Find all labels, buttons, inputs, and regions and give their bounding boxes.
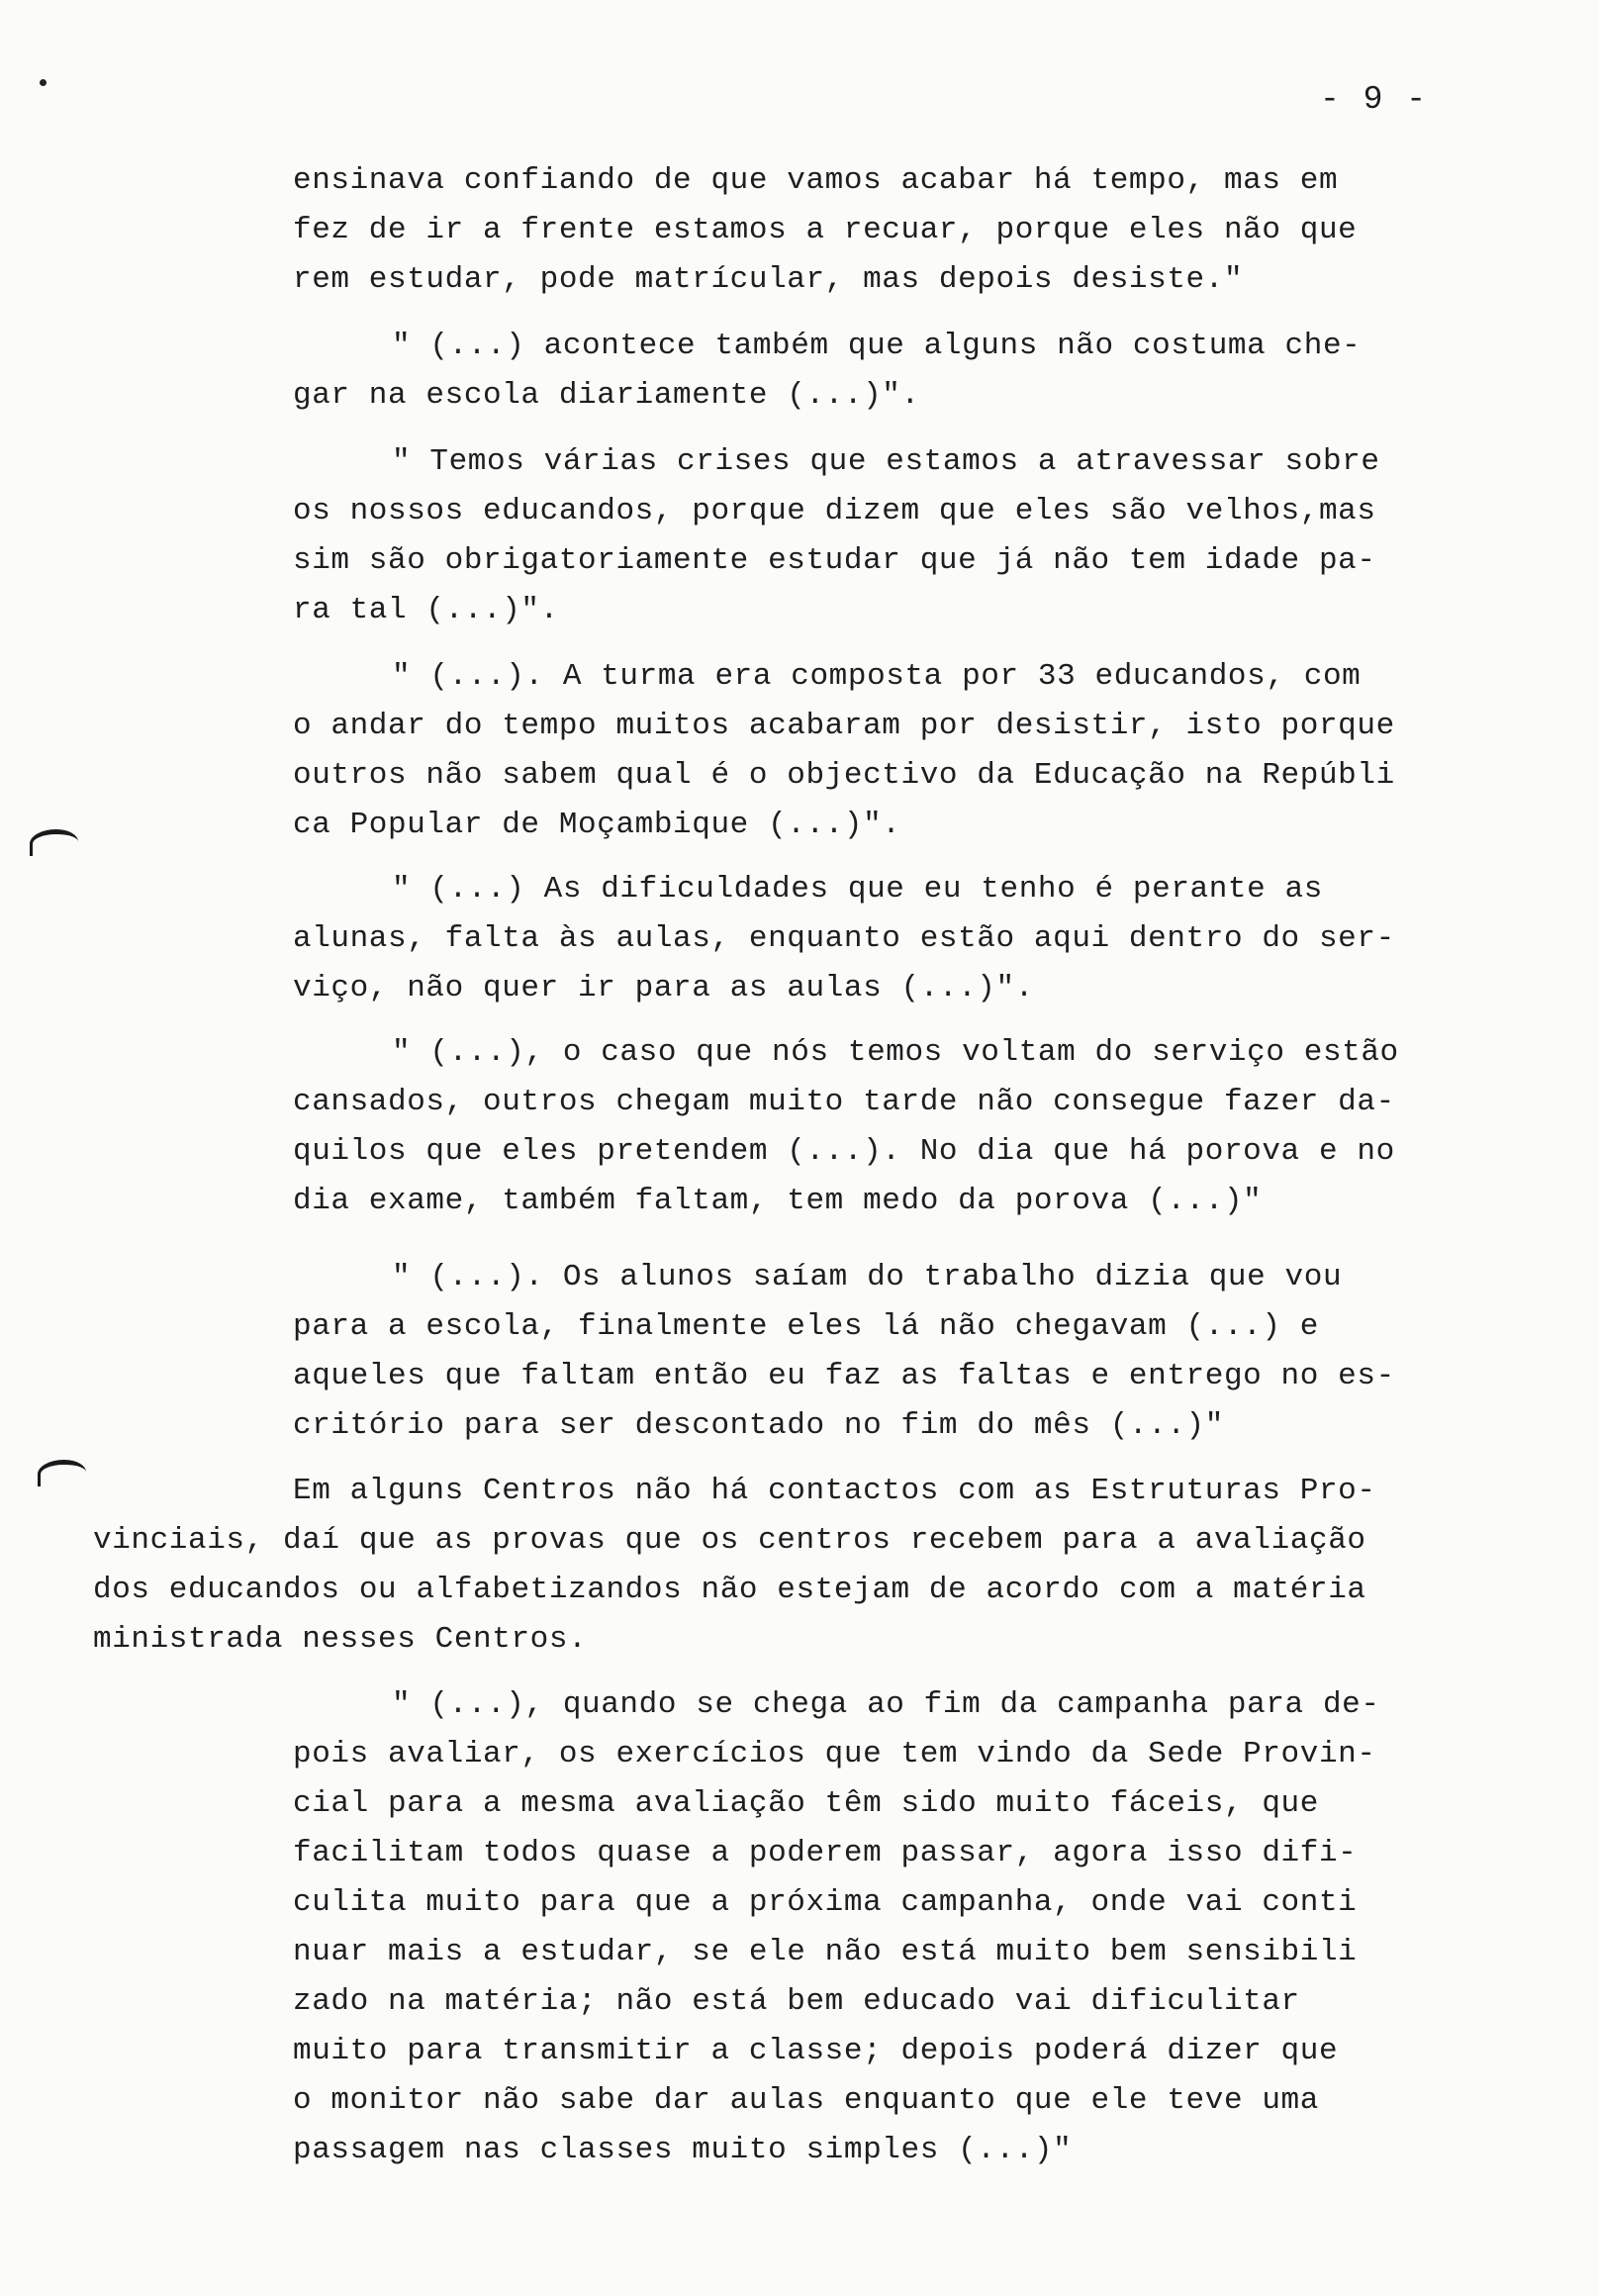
text-line: outros não sabem qual é o objectivo da Educação na Repúbli — [293, 758, 1395, 793]
quote-first-line: " (...). Os alunos saíam do trabalho dizia que vou — [392, 1260, 1343, 1294]
page-number: - 9 - — [1320, 81, 1429, 118]
quote-first-line: " (...), o caso que nós temos voltam do serviço estão — [392, 1035, 1399, 1070]
text-line: rem estudar, pode matrícular, mas depois desiste." — [293, 262, 1244, 297]
quote-first-line: " Temos várias crises que estamos a atravessar sobre — [392, 444, 1380, 479]
text-line: cial para a mesma avaliação têm sido muito fáceis, que — [293, 1786, 1319, 1821]
text-line: dia exame, também faltam, tem medo da porova (...)" — [293, 1184, 1263, 1218]
text-line: ca Popular de Moçambique (...)". — [293, 808, 901, 842]
ink-dot — [40, 79, 47, 86]
text-line: quilos que eles pretendem (...). No dia que há porova e no — [293, 1134, 1395, 1169]
text-line: dos educandos ou alfabetizandos não estejam de acordo com a matéria — [93, 1573, 1366, 1607]
text-line: muito para transmitir a classe; depois poderá dizer que — [293, 2034, 1339, 2068]
text-line: o andar do tempo muitos acabaram por desistir, isto porque — [293, 709, 1395, 743]
text-line: para a escola, finalmente eles lá não chegavam (...) e — [293, 1309, 1319, 1344]
text-line: os nossos educandos, porque dizem que eles são velhos,mas — [293, 494, 1376, 528]
margin-bracket-mark — [30, 829, 78, 856]
body-first-line: Em alguns Centros não há contactos com as Estruturas Pro- — [293, 1474, 1376, 1508]
text-line: vinciais, daí que as provas que os centros recebem para a avaliação — [93, 1523, 1366, 1558]
quote-first-line: " (...), quando se chega ao fim da campanha para de- — [392, 1687, 1380, 1722]
text-line: pois avaliar, os exercícios que tem vindo da Sede Provin- — [293, 1737, 1376, 1771]
text-line: cansados, outros chegam muito tarde não consegue fazer da- — [293, 1085, 1395, 1119]
text-line: passagem nas classes muito simples (...)" — [293, 2133, 1073, 2167]
text-line: critório para ser descontado no fim do mês (...)" — [293, 1408, 1224, 1443]
quote-first-line: " (...) As dificuldades que eu tenho é perante as — [392, 872, 1323, 907]
quote-first-line: " (...) acontece também que alguns não costuma che- — [392, 329, 1362, 363]
text-line: sim são obrigatoriamente estudar que já não tem idade pa- — [293, 543, 1376, 578]
text-line: ensinava confiando de que vamos acabar há tempo, mas em — [293, 163, 1339, 198]
text-line: facilitam todos quase a poderem passar, agora isso difi- — [293, 1836, 1358, 1870]
text-line: zado na matéria; não está bem educado vai dificulitar — [293, 1984, 1300, 2019]
text-line: aqueles que faltam então eu faz as faltas e entrego no es- — [293, 1359, 1395, 1393]
text-line: viço, não quer ir para as aulas (...)". — [293, 971, 1034, 1005]
quote-first-line: " (...). A turma era composta por 33 educandos, com — [392, 659, 1362, 694]
text-line: fez de ir a frente estamos a recuar, porque eles não que — [293, 213, 1358, 247]
text-line: alunas, falta às aulas, enquanto estão aqui dentro do ser- — [293, 921, 1395, 956]
margin-bracket-mark — [38, 1460, 86, 1486]
text-line: o monitor não sabe dar aulas enquanto que ele teve uma — [293, 2083, 1319, 2118]
text-line: ministrada nesses Centros. — [93, 1622, 588, 1657]
text-line: gar na escola diariamente (...)". — [293, 378, 920, 413]
text-line: ra tal (...)". — [293, 593, 559, 627]
text-line: nuar mais a estudar, se ele não está muito bem sensibili — [293, 1935, 1358, 1969]
text-line: culita muito para que a próxima campanha, onde vai conti — [293, 1885, 1358, 1920]
